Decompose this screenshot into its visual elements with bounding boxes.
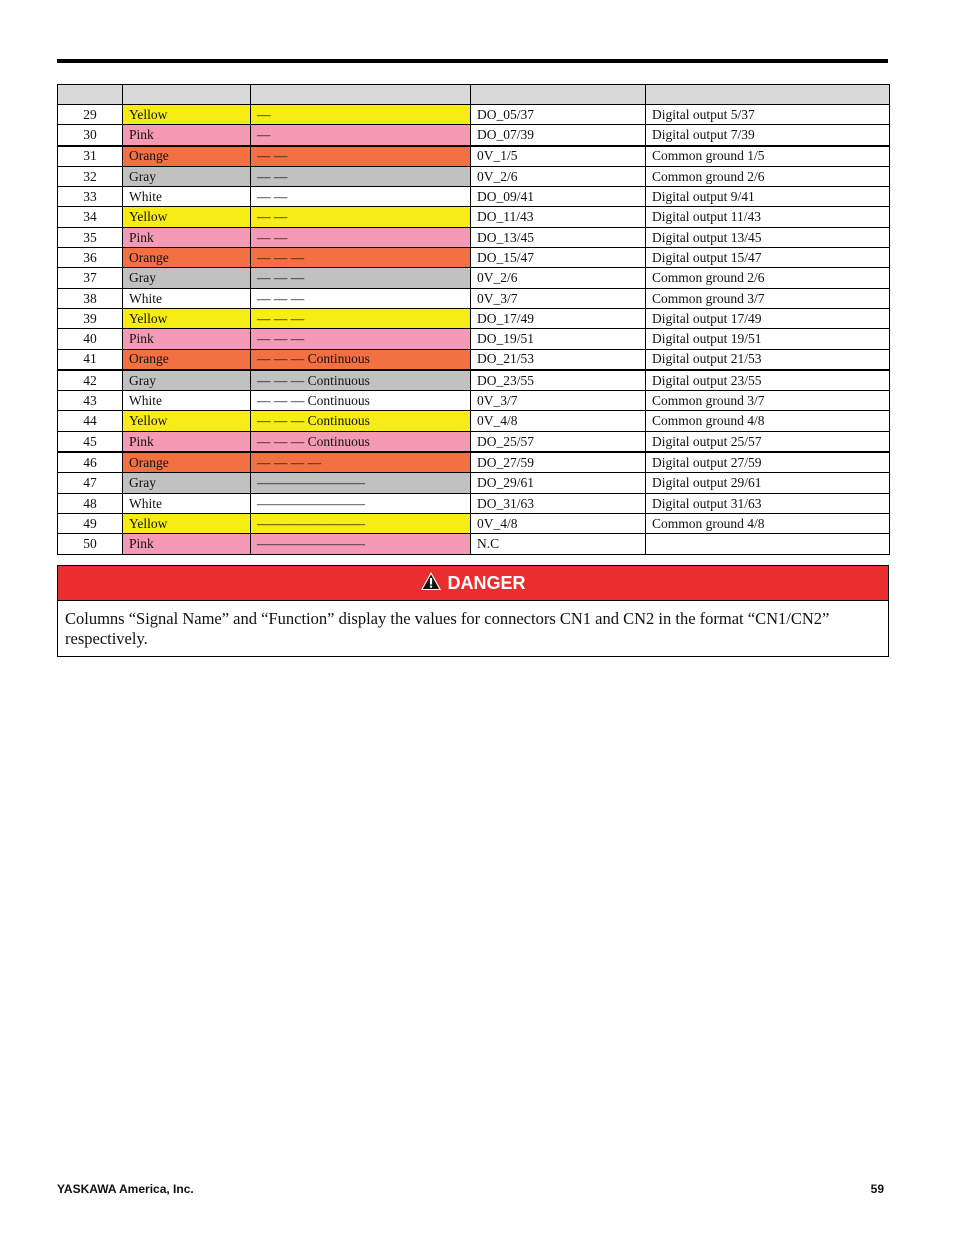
cell-signal-name: DO_23/55 <box>471 370 646 391</box>
cell-marking: ———————— <box>251 473 471 493</box>
cell-signal-name: 0V_4/8 <box>471 411 646 431</box>
cell-pin: 31 <box>58 146 123 167</box>
table-row <box>58 411 890 431</box>
cell-wire-color: Yellow <box>123 105 251 125</box>
cell-signal-name: DO_25/57 <box>471 431 646 452</box>
cell-wire-color: Gray <box>123 473 251 493</box>
table-row <box>58 473 890 493</box>
cell-marking: — — <box>251 227 471 247</box>
table-body <box>58 105 890 555</box>
cell-marking: — — <box>251 166 471 186</box>
cell-function: Digital output 27/59 <box>646 452 890 473</box>
danger-header <box>58 566 888 601</box>
cell-signal-name: 0V_2/6 <box>471 166 646 186</box>
cell-marking: — — <box>251 207 471 227</box>
cell-wire-color: Yellow <box>123 207 251 227</box>
table-row <box>58 513 890 533</box>
cell-function: Common ground 4/8 <box>646 513 890 533</box>
cell-signal-name: DO_15/47 <box>471 248 646 268</box>
cell-marking: — — — Continuous <box>251 370 471 391</box>
cell-signal-name: DO_21/53 <box>471 349 646 370</box>
table-row <box>58 105 890 125</box>
table-row <box>58 125 890 146</box>
cell-wire-color: Pink <box>123 534 251 554</box>
cell-pin: 30 <box>58 125 123 146</box>
cell-signal-name: DO_29/61 <box>471 473 646 493</box>
footer-page-number: 59 <box>870 1182 884 1196</box>
cell-signal-name: DO_09/41 <box>471 187 646 207</box>
cell-marking: — — — <box>251 329 471 349</box>
danger-title: DANGER <box>447 572 526 593</box>
cell-wire-color: Orange <box>123 248 251 268</box>
cell-pin: 33 <box>58 187 123 207</box>
cell-marking: — — <box>251 146 471 167</box>
cell-function: Digital output 11/43 <box>646 207 890 227</box>
cell-pin: 37 <box>58 268 123 288</box>
header-function <box>646 85 890 105</box>
cell-marking: — <box>251 105 471 125</box>
cell-function: Digital output 9/41 <box>646 187 890 207</box>
cell-pin: 34 <box>58 207 123 227</box>
cell-marking: — — — Continuous <box>251 391 471 411</box>
cell-pin: 50 <box>58 534 123 554</box>
cell-pin: 48 <box>58 493 123 513</box>
connector-pin-table <box>57 84 890 555</box>
top-rule <box>57 59 888 63</box>
cell-wire-color: Orange <box>123 452 251 473</box>
cell-function: Common ground 2/6 <box>646 166 890 186</box>
cell-wire-color: Yellow <box>123 308 251 328</box>
cell-wire-color: Pink <box>123 227 251 247</box>
cell-pin: 49 <box>58 513 123 533</box>
header-pin <box>58 85 123 105</box>
table-row <box>58 431 890 452</box>
cell-pin: 44 <box>58 411 123 431</box>
cell-function: Common ground 2/6 <box>646 268 890 288</box>
cell-pin: 38 <box>58 288 123 308</box>
cell-marking: — — — <box>251 248 471 268</box>
cell-signal-name: DO_17/49 <box>471 308 646 328</box>
table-row <box>58 146 890 167</box>
cell-function: Digital output 19/51 <box>646 329 890 349</box>
cell-function: Digital output 25/57 <box>646 431 890 452</box>
cell-pin: 32 <box>58 166 123 186</box>
table-header-row <box>58 85 890 105</box>
header-color <box>123 85 251 105</box>
cell-marking: — — — Continuous <box>251 349 471 370</box>
table-row <box>58 308 890 328</box>
cell-signal-name: 0V_3/7 <box>471 391 646 411</box>
cell-wire-color: White <box>123 391 251 411</box>
cell-signal-name: DO_13/45 <box>471 227 646 247</box>
cell-wire-color: White <box>123 288 251 308</box>
table-row <box>58 534 890 554</box>
cell-marking: ———————— <box>251 534 471 554</box>
table-row <box>58 288 890 308</box>
cell-pin: 45 <box>58 431 123 452</box>
cell-wire-color: White <box>123 187 251 207</box>
table-row <box>58 349 890 370</box>
cell-marking: ———————— <box>251 513 471 533</box>
table-row <box>58 329 890 349</box>
cell-wire-color: Pink <box>123 125 251 146</box>
danger-notice <box>57 565 889 657</box>
cell-signal-name: N.C <box>471 534 646 554</box>
table-row <box>58 452 890 473</box>
table-row <box>58 268 890 288</box>
cell-wire-color: White <box>123 493 251 513</box>
cell-marking: — — — Continuous <box>251 411 471 431</box>
cell-function: Digital output 31/63 <box>646 493 890 513</box>
cell-function: Digital output 23/55 <box>646 370 890 391</box>
cell-signal-name: 0V_2/6 <box>471 268 646 288</box>
cell-function: Common ground 4/8 <box>646 411 890 431</box>
header-marking <box>251 85 471 105</box>
cell-function: Digital output 15/47 <box>646 248 890 268</box>
cell-pin: 40 <box>58 329 123 349</box>
cell-wire-color: Gray <box>123 268 251 288</box>
cell-function: Digital output 13/45 <box>646 227 890 247</box>
table-row <box>58 248 890 268</box>
cell-signal-name: DO_19/51 <box>471 329 646 349</box>
header-signal-name <box>471 85 646 105</box>
cell-wire-color: Gray <box>123 166 251 186</box>
table-row <box>58 370 890 391</box>
cell-marking: — — — Continuous <box>251 431 471 452</box>
cell-signal-name: 0V_3/7 <box>471 288 646 308</box>
cell-function: Common ground 3/7 <box>646 288 890 308</box>
table-row <box>58 493 890 513</box>
cell-marking: — <box>251 125 471 146</box>
cell-wire-color: Gray <box>123 370 251 391</box>
cell-marking: — — — — <box>251 452 471 473</box>
cell-function <box>646 534 890 554</box>
cell-pin: 47 <box>58 473 123 493</box>
footer-company: YASKAWA America, Inc. <box>57 1182 194 1196</box>
cell-signal-name: 0V_4/8 <box>471 513 646 533</box>
cell-signal-name: DO_27/59 <box>471 452 646 473</box>
cell-signal-name: 0V_1/5 <box>471 146 646 167</box>
table-row <box>58 207 890 227</box>
table-row <box>58 187 890 207</box>
cell-function: Digital output 5/37 <box>646 105 890 125</box>
table-row <box>58 391 890 411</box>
cell-signal-name: DO_31/63 <box>471 493 646 513</box>
cell-pin: 42 <box>58 370 123 391</box>
cell-pin: 29 <box>58 105 123 125</box>
warning-triangle-icon <box>420 571 442 596</box>
table-row <box>58 227 890 247</box>
cell-signal-name: DO_11/43 <box>471 207 646 227</box>
cell-pin: 46 <box>58 452 123 473</box>
cell-wire-color: Pink <box>123 329 251 349</box>
cell-wire-color: Orange <box>123 349 251 370</box>
cell-function: Digital output 7/39 <box>646 125 890 146</box>
cell-wire-color: Yellow <box>123 411 251 431</box>
cell-wire-color: Orange <box>123 146 251 167</box>
cell-signal-name: DO_07/39 <box>471 125 646 146</box>
cell-pin: 39 <box>58 308 123 328</box>
cell-function: Common ground 3/7 <box>646 391 890 411</box>
cell-marking: — — — <box>251 268 471 288</box>
cell-wire-color: Yellow <box>123 513 251 533</box>
cell-marking: — — <box>251 187 471 207</box>
cell-function: Digital output 29/61 <box>646 473 890 493</box>
cell-function: Digital output 21/53 <box>646 349 890 370</box>
cell-pin: 41 <box>58 349 123 370</box>
cell-pin: 35 <box>58 227 123 247</box>
cell-wire-color: Pink <box>123 431 251 452</box>
cell-signal-name: DO_05/37 <box>471 105 646 125</box>
cell-pin: 43 <box>58 391 123 411</box>
danger-text: Columns “Signal Name” and “Function” display the values for connectors CN1 and CN2 in the format “CN1/CN2” respectively. <box>65 609 830 648</box>
cell-pin: 36 <box>58 248 123 268</box>
table-row <box>58 166 890 186</box>
cell-marking: — — — <box>251 288 471 308</box>
cell-marking: ———————— <box>251 493 471 513</box>
cell-function: Digital output 17/49 <box>646 308 890 328</box>
cell-function: Common ground 1/5 <box>646 146 890 167</box>
cell-marking: — — — <box>251 308 471 328</box>
